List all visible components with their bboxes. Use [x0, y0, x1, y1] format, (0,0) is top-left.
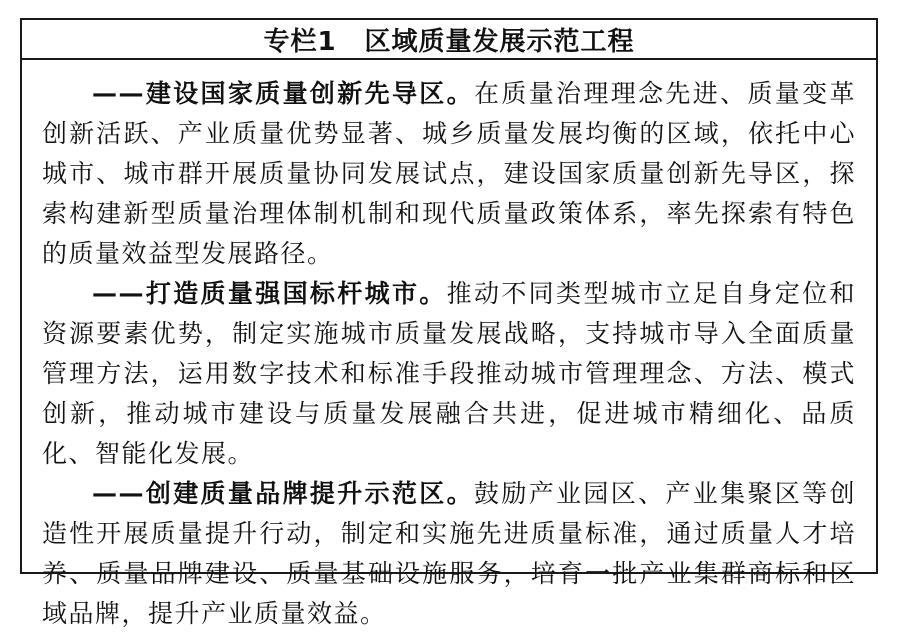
feature-box: [20, 18, 878, 628]
box-title-text: 区域质量发展示范工程: [364, 26, 635, 57]
paragraph-text: 在质量治理理念先进、质量变革创新活跃、产业质量优势显著、城乡质量发展均衡的区域，依托中心城市、城市群开展质量协同发展试点，建设国家质量创新先导区，探索构建新型质量治理体制机制和现代质量政策体系，率先探索有特色的质量效益型发展路径。: [42, 79, 856, 268]
paragraph-lead: ——创建质量品牌提升示范区。: [92, 479, 474, 508]
paragraph-text: 推动不同类型城市立足自身定位和资源要素优势，制定实施城市质量发展战略，支持城市导入全面质量管理方法，运用数字技术和标准手段推动城市管理理念、方法、模式创新，推动城市建设与质量发展融合共进，促进城市精细化、品质化、智能化发展。: [42, 279, 856, 468]
paragraph-benchmark-city: [42, 274, 856, 474]
box-title-label: 专栏1: [263, 26, 337, 57]
paragraph-lead: ——打造质量强国标杆城市。: [92, 279, 447, 308]
box-title: [22, 20, 876, 60]
paragraph-text: 鼓励产业园区、产业集聚区等创造性开展质量提升行动，制定和实施先进质量标准，通过质量人才培养、质量品牌建设、质量基础设施服务，培育一批产业集群商标和区域品牌，提升产业质量效益。: [42, 479, 856, 628]
paragraph-brand-demo-zone: [42, 474, 856, 634]
box-body: [22, 60, 876, 634]
paragraph-lead: ——建设国家质量创新先导区。: [92, 79, 474, 108]
paragraph-quality-innovation-zone: [42, 74, 856, 274]
